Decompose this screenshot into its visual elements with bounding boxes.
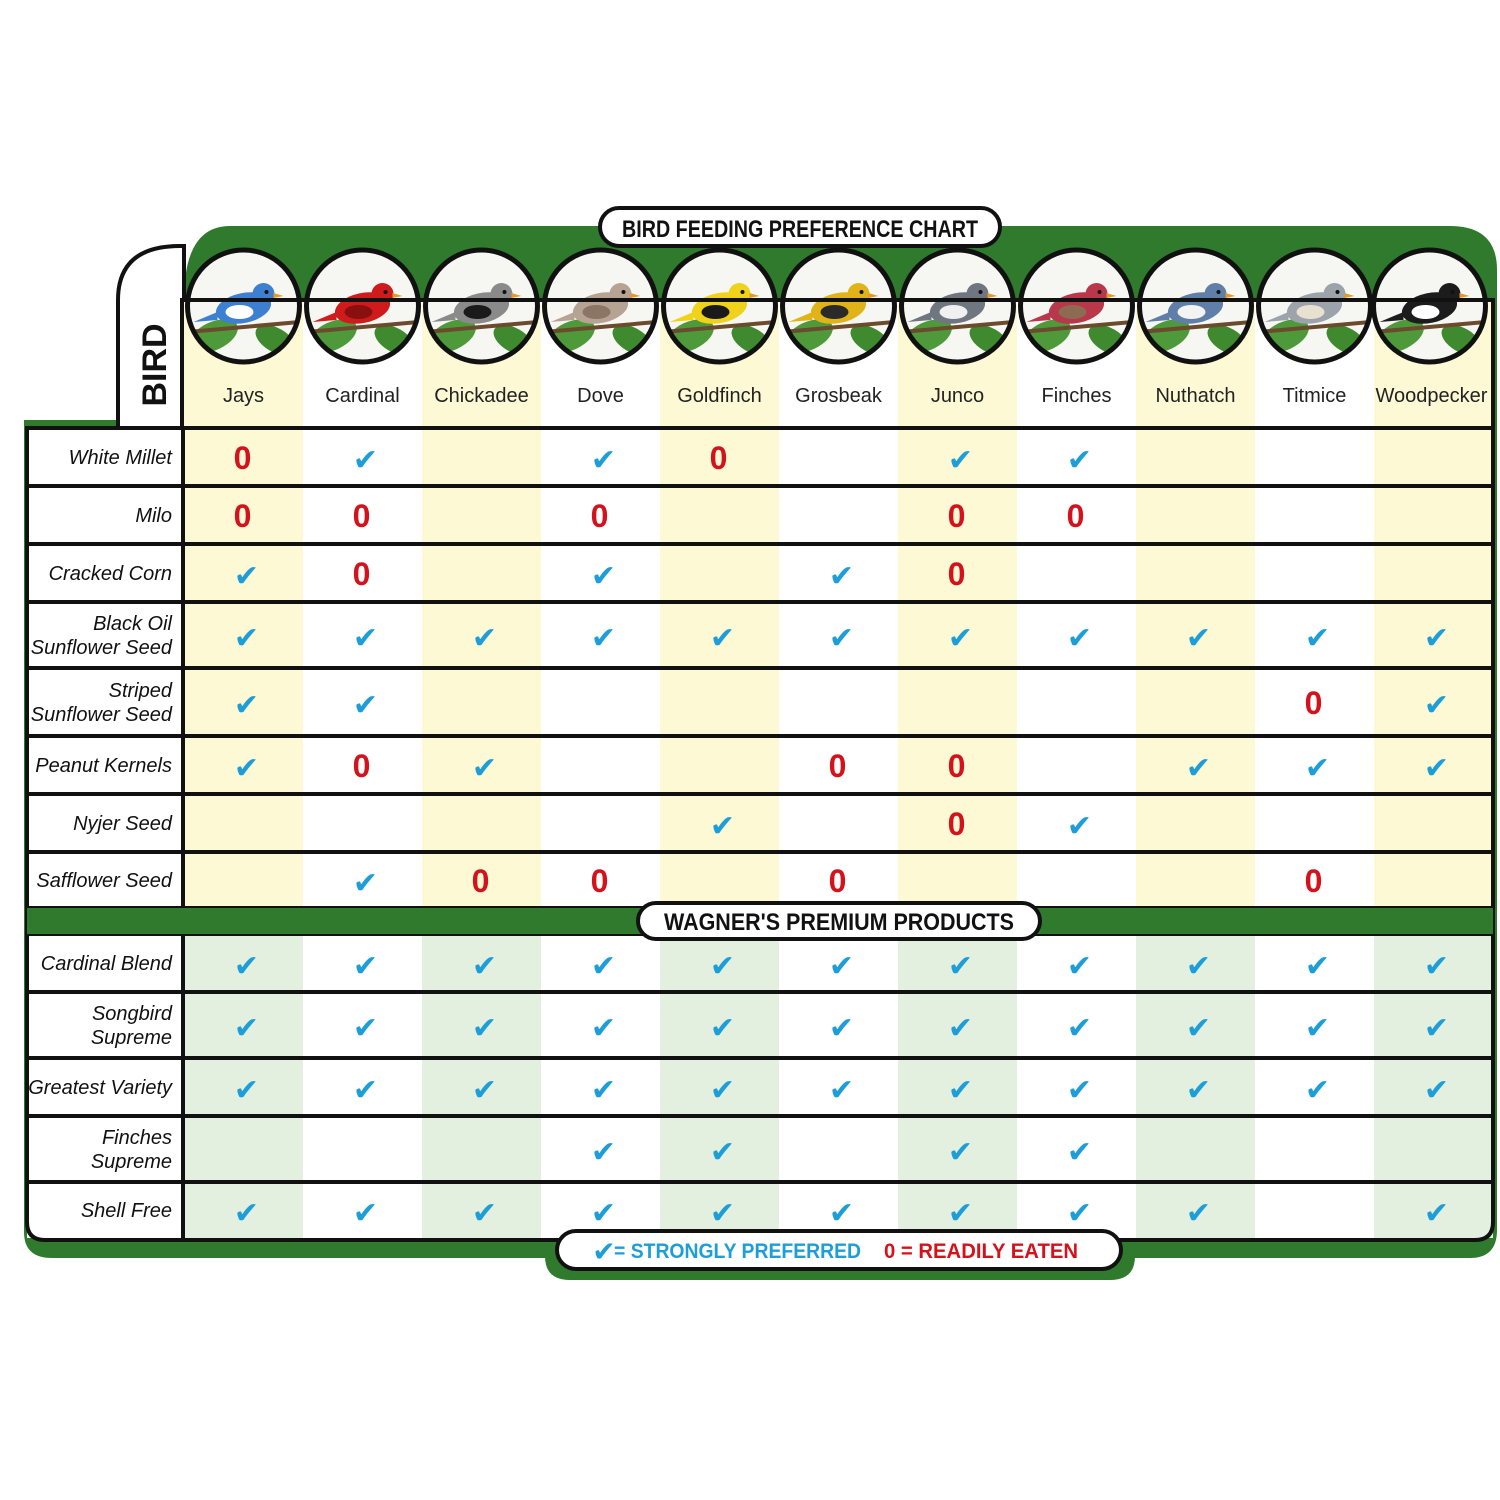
check-mark: ✔ [1423, 689, 1450, 722]
check-mark: ✔ [1185, 1012, 1212, 1045]
check-mark: ✔ [471, 1074, 498, 1107]
row-label: White Millet [68, 447, 172, 469]
readily-eaten-mark: 0 [1304, 685, 1323, 721]
check-mark: ✔ [471, 1012, 498, 1045]
check-mark: ✔ [590, 950, 617, 983]
check-mark: ✔ [947, 1074, 974, 1107]
check-mark: ✔ [233, 752, 260, 785]
check-mark: ✔ [590, 1197, 617, 1230]
check-mark: ✔ [590, 1012, 617, 1045]
check-mark: ✔ [1423, 752, 1450, 785]
check-mark: ✔ [233, 689, 260, 722]
row-label: Peanut Kernels [35, 755, 172, 777]
check-mark: ✔ [1066, 1012, 1093, 1045]
check-mark: ✔ [947, 622, 974, 655]
check-mark: ✔ [471, 1197, 498, 1230]
check-mark: ✔ [1185, 950, 1212, 983]
legend-check-icon: ✔ [592, 1236, 616, 1267]
check-mark: ✔ [1066, 1136, 1093, 1169]
check-mark: ✔ [352, 867, 379, 900]
check-mark: ✔ [1304, 1012, 1331, 1045]
readily-eaten-mark: 0 [233, 498, 252, 534]
check-mark: ✔ [590, 560, 617, 593]
check-mark: ✔ [233, 950, 260, 983]
readily-eaten-mark: 0 [947, 498, 966, 534]
bird-name-woodpecker: Woodpecker [1375, 385, 1488, 407]
row-label: Finches [101, 1127, 172, 1149]
check-mark: ✔ [352, 444, 379, 477]
check-mark: ✔ [352, 1074, 379, 1107]
bird-name-finches: Finches [1041, 385, 1112, 407]
check-mark: ✔ [233, 622, 260, 655]
row-label: Safflower Seed [36, 870, 172, 892]
check-mark: ✔ [471, 950, 498, 983]
section-title: WAGNER'S PREMIUM PRODUCTS [664, 909, 1014, 936]
check-mark: ✔ [1066, 810, 1093, 843]
readily-eaten-mark: 0 [233, 440, 252, 476]
check-mark: ✔ [1066, 622, 1093, 655]
check-mark: ✔ [828, 622, 855, 655]
legend-readily-eaten: 0 = READILY EATEN [884, 1240, 1078, 1263]
bird-portraits [184, 250, 1487, 362]
bird-name-cardinal: Cardinal [325, 385, 400, 407]
row-label: Black Oil [93, 613, 172, 635]
readily-eaten-mark: 0 [590, 863, 609, 899]
check-mark: ✔ [1423, 1012, 1450, 1045]
check-mark: ✔ [1304, 1074, 1331, 1107]
check-mark: ✔ [1066, 444, 1093, 477]
readily-eaten-mark: 0 [590, 498, 609, 534]
check-mark: ✔ [828, 1197, 855, 1230]
row-label: Cracked Corn [48, 563, 172, 585]
bird-name-goldfinch: Goldfinch [677, 385, 762, 407]
check-mark: ✔ [709, 622, 736, 655]
readily-eaten-mark: 0 [471, 863, 490, 899]
check-mark: ✔ [1185, 1074, 1212, 1107]
check-mark: ✔ [709, 1197, 736, 1230]
check-mark: ✔ [947, 1197, 974, 1230]
check-mark: ✔ [828, 560, 855, 593]
bird-name-junco: Junco [930, 385, 985, 407]
check-mark: ✔ [828, 1012, 855, 1045]
readily-eaten-mark: 0 [1066, 498, 1085, 534]
check-mark: ✔ [947, 950, 974, 983]
readily-eaten-mark: 0 [352, 556, 371, 592]
check-mark: ✔ [1423, 622, 1450, 655]
check-mark: ✔ [947, 444, 974, 477]
bird-name-titmice: Titmice [1282, 385, 1347, 407]
check-mark: ✔ [1185, 1197, 1212, 1230]
check-mark: ✔ [1304, 752, 1331, 785]
readily-eaten-mark: 0 [947, 748, 966, 784]
bird-name-dove: Dove [577, 385, 624, 407]
check-mark: ✔ [1304, 622, 1331, 655]
row-label: Shell Free [80, 1200, 172, 1222]
check-mark: ✔ [352, 1012, 379, 1045]
bird-name-chickadee: Chickadee [434, 385, 529, 407]
readily-eaten-mark: 0 [828, 863, 847, 899]
check-mark: ✔ [352, 689, 379, 722]
check-mark: ✔ [233, 1074, 260, 1107]
row-label: Nyjer Seed [73, 813, 172, 835]
chart-title: BIRD FEEDING PREFERENCE CHART [622, 216, 979, 243]
check-mark: ✔ [709, 810, 736, 843]
check-mark: ✔ [233, 560, 260, 593]
bird-header-label: BIRD [136, 323, 174, 407]
check-mark: ✔ [1066, 950, 1093, 983]
readily-eaten-mark: 0 [352, 498, 371, 534]
readily-eaten-mark: 0 [947, 806, 966, 842]
check-mark: ✔ [1423, 1197, 1450, 1230]
row-label: Sunflower Seed [30, 637, 172, 659]
row-label: Sunflower Seed [30, 704, 172, 726]
check-mark: ✔ [709, 1012, 736, 1045]
check-mark: ✔ [1423, 1074, 1450, 1107]
check-mark: ✔ [1304, 950, 1331, 983]
check-mark: ✔ [709, 1136, 736, 1169]
row-label: Songbird [91, 1003, 172, 1025]
row-label: Supreme [90, 1151, 172, 1173]
check-mark: ✔ [1185, 752, 1212, 785]
readily-eaten-mark: 0 [828, 748, 847, 784]
row-label: Cardinal Blend [40, 953, 172, 975]
bird-name-nuthatch: Nuthatch [1155, 385, 1236, 407]
row-label: Supreme [90, 1027, 172, 1049]
readily-eaten-mark: 0 [1304, 863, 1323, 899]
bird-name-grosbeak: Grosbeak [795, 385, 882, 407]
check-mark: ✔ [471, 622, 498, 655]
row-label: Striped [108, 680, 172, 702]
check-mark: ✔ [1066, 1074, 1093, 1107]
readily-eaten-mark: 0 [352, 748, 371, 784]
check-mark: ✔ [352, 622, 379, 655]
check-mark: ✔ [947, 1136, 974, 1169]
check-mark: ✔ [590, 1074, 617, 1107]
check-mark: ✔ [828, 1074, 855, 1107]
check-mark: ✔ [1423, 950, 1450, 983]
row-label: Greatest Variety [28, 1077, 172, 1099]
check-mark: ✔ [709, 1074, 736, 1107]
legend [592, 1236, 1078, 1267]
check-mark: ✔ [233, 1012, 260, 1045]
legend-strongly-preferred: = STRONGLY PREFERRED [614, 1240, 861, 1263]
check-mark: ✔ [352, 1197, 379, 1230]
check-mark: ✔ [352, 950, 379, 983]
check-mark: ✔ [828, 950, 855, 983]
readily-eaten-mark: 0 [947, 556, 966, 592]
check-mark: ✔ [1066, 1197, 1093, 1230]
check-mark: ✔ [590, 622, 617, 655]
row-label: Milo [135, 505, 172, 527]
check-mark: ✔ [590, 444, 617, 477]
check-mark: ✔ [471, 752, 498, 785]
check-mark: ✔ [590, 1136, 617, 1169]
check-mark: ✔ [233, 1197, 260, 1230]
check-mark: ✔ [947, 1012, 974, 1045]
readily-eaten-mark: 0 [709, 440, 728, 476]
check-mark: ✔ [709, 950, 736, 983]
check-mark: ✔ [1185, 622, 1212, 655]
bird-name-jays: Jays [222, 385, 265, 407]
